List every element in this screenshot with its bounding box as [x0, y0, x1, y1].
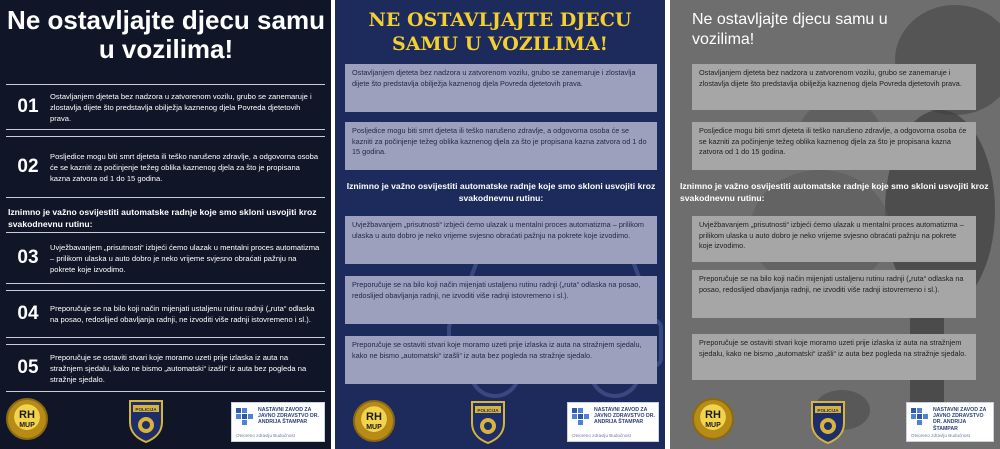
poster-panel-navy — [335, 0, 665, 449]
hzjz-logo — [231, 402, 325, 442]
mup-logo-top: RH — [705, 409, 721, 421]
mup-logo — [6, 398, 48, 440]
item-number: 05 — [17, 357, 39, 378]
info-box: Uvježbavanjem „prisutnosti“ izbjeći ćemo ulazak u mentalni proces automatizma – prilikom ulaska u auto dobro je neko vrijeme svjesno obraćati pažnju na pokrete koje izvodimo. — [345, 216, 657, 264]
hzjz-logo-name: NASTAVNI ZAVOD ZA JAVNO ZDRAVSTVO DR. ANDRIJA ŠTAMPAR — [933, 407, 987, 432]
list-item — [6, 232, 325, 284]
poster-title: NE OSTAVLJAJTE DJECU SAMU U VOZILIMA! — [368, 9, 632, 55]
police-badge-icon — [468, 399, 508, 445]
item-text: Preporučuje se ostaviti stvari koje moramo uzeti prije izlaska iz auta na stražnjem sjedalu, kako ne bismo „automatski“ izašli“ iz auta bez pogleda na stražnje sjedalo. — [50, 352, 307, 384]
info-box: Preporučuje se na bilo koji način mijenjati ustaljenu rutinu radnji („ruta“ odlaska na posao, redoslijed obavljanja radnji, ne izvoditi više radnji istovremeno i sl.). — [345, 276, 657, 324]
poster-title: Ne ostavljajte djecu samu u vozilima! — [7, 5, 325, 64]
list-item — [6, 290, 325, 338]
item-number: 03 — [17, 247, 39, 268]
list-item — [6, 84, 325, 130]
hzjz-cross-icon — [236, 408, 254, 426]
mup-logo — [692, 398, 734, 440]
hzjz-logo-tagline: Otvoreno zdravlju Budućnost — [236, 433, 295, 438]
info-box: Uvježbavanjem „prisutnosti“ izbjeći ćemo ulazak u mentalni proces automatizma – prilikom ulaska u auto dobro je neko vrijeme svjesno obraćati pažnju na pokrete koje izvodimo. — [692, 216, 976, 262]
mup-logo-bottom: MUP — [19, 422, 35, 429]
hzjz-cross-icon — [911, 408, 929, 426]
item-text: Preporučuje se na bilo koji način mijenjati ustaljenu rutinu radnji („ruta“ odlaska na posao, redoslijed obavljanja radnji, ne izvoditi više radnji istovremeno i sl.). — [50, 304, 315, 324]
item-text: Ostavljanjem djeteta bez nadzora u zatvorenom vozilu, grubo se zanemaruje i zlostavlja dijete što predstavlja obilježja kaznenog djela Povreda djetetovih prava. — [50, 91, 312, 123]
police-badge-icon — [126, 398, 166, 444]
svg-text:POLICIJA: POLICIJA — [135, 407, 157, 412]
mup-logo — [353, 400, 395, 442]
section-heading: Iznimno je važno osvijestiti automatske radnje koje smo skloni usvojiti kroz svakodnevnu rutinu: — [8, 207, 317, 229]
section-heading: Iznimno je važno osvijestiti automatske radnje koje smo skloni usvojiti kroz svakodnevnu rutinu: — [680, 181, 989, 203]
poster-title: Ne ostavljajte djecu samu u vozilima! — [692, 11, 888, 48]
hzjz-logo-tagline: Otvoreno zdravlju Budućnost — [572, 433, 631, 438]
hzjz-cross-icon — [572, 408, 590, 426]
section-heading: Iznimno je važno osvijestiti automatske radnje koje smo skloni usvojiti kroz svakodnevnu rutinu: — [346, 181, 656, 203]
hzjz-logo-tagline: Otvoreno zdravlju Budućnost — [911, 433, 970, 438]
info-box: Preporučuje se na bilo koji način mijenjati ustaljenu rutinu radnji („ruta“ odlaska na posao, redoslijed obavljanja radnji, ne izvoditi više radnji istovremeno i sl.). — [692, 270, 976, 318]
hzjz-logo — [906, 402, 994, 442]
list-item — [6, 136, 325, 198]
list-item — [6, 344, 325, 392]
info-box: Ostavljanjem djeteta bez nadzora u zatvorenom vozilu, grubo se zanemaruje i zlostavlja dijete što predstavlja obilježja kaznenog djela Povreda djetetovih prava. — [692, 64, 976, 110]
mup-logo-bottom: MUP — [705, 422, 721, 429]
hzjz-logo-name: NASTAVNI ZAVOD ZA JAVNO ZDRAVSTVO DR. ANDRIJA ŠTAMPAR — [594, 407, 655, 426]
svg-text:POLICIJA: POLICIJA — [477, 408, 499, 413]
mup-logo-bottom: MUP — [366, 424, 382, 431]
mup-logo-top: RH — [366, 411, 382, 423]
info-box: Ostavljanjem djeteta bez nadzora u zatvorenom vozilu, grubo se zanemaruje i zlostavlja dijete što predstavlja obilježja kaznenog djela Povreda djetetovih prava. — [345, 64, 657, 112]
info-box: Posljedice mogu biti smrt djeteta ili teško narušeno zdravlje, a odgovorna osoba će se kazniti za počinjenje težeg oblika kaznenog djela za što je propisana kazna zatvora od 1 do 15 godina. — [692, 122, 976, 170]
item-number: 02 — [17, 156, 39, 177]
hzjz-logo-name: NASTAVNI ZAVOD ZA JAVNO ZDRAVSTVO DR. ANDRIJA ŠTAMPAR — [258, 407, 319, 426]
item-number: 04 — [17, 303, 39, 324]
poster-panel-dark — [0, 0, 331, 449]
info-box: Preporučuje se ostaviti stvari koje moramo uzeti prije izlaska iz auta na stražnjem sjedalu, kako ne bismo „automatski“ izašli“ iz auta bez pogleda na stražnje sjedalo. — [692, 334, 976, 380]
svg-text:POLICIJA: POLICIJA — [817, 408, 839, 413]
item-text: Uvježbavanjem „prisutnosti“ izbjeći ćemo ulazak u mentalni proces automatizma – prilikom ulaska u auto dobro je neko vrijeme svjesno obraćati pažnju na pokrete koje izvodimo. — [50, 242, 320, 274]
item-text: Posljedice mogu biti smrt djeteta ili teško narušeno zdravlje, a odgovorna osoba će se kazniti za počinjenje težeg oblika kaznenog djela za što je propisana kazna zatvora od 1 do 15 godina. — [50, 151, 319, 183]
police-badge-icon — [808, 399, 848, 445]
hzjz-logo — [567, 402, 659, 442]
mup-logo-top: RH — [19, 409, 35, 421]
info-box: Preporučuje se ostaviti stvari koje moramo uzeti prije izlaska iz auta na stražnjem sjedalu, kako ne bismo „automatski“ izašli“ iz auta bez pogleda na stražnje sjedalo. — [345, 336, 657, 384]
poster-panel-grey — [670, 0, 1000, 449]
item-number: 01 — [17, 96, 39, 117]
info-box: Posljedice mogu biti smrt djeteta ili teško narušeno zdravlje, a odgovorna osoba će se kazniti za počinjenje težeg oblika kaznenog djela za što je propisana kazna zatvora od 1 do 15 godina. — [345, 122, 657, 170]
